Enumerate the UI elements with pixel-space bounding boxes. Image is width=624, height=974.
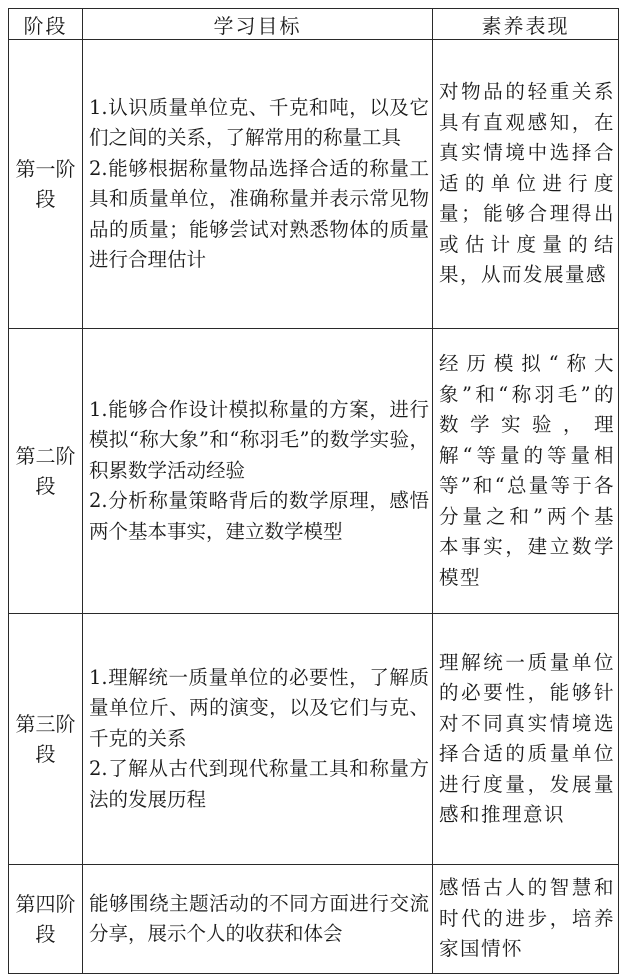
goal-item: 1.理解统一质量单位的必要性，了解质量单位斤、两的演变，以及它们与克、千克的关系 <box>89 665 429 750</box>
stage-cell: 第三阶段 <box>9 614 83 865</box>
goal-cell <box>83 329 433 614</box>
goal-item: 2.能够根据称量物品选择合适的称量工具和质量单位，准确称量并表示常见物品的质量；能够尝试对熟悉物体的质量进行合理估计 <box>89 156 429 271</box>
table-header-row <box>9 9 619 40</box>
header-stage: 阶段 <box>9 9 83 40</box>
table-row <box>9 329 619 614</box>
stage-cell: 第二阶段 <box>9 329 83 614</box>
literacy-cell: 对物品的轻重关系具有直观感知，在真实情境中选择合适的单位进行度量；能够合理得出或估计度量的结果，从而发展量感 <box>433 40 619 329</box>
goal-item: 2.分析称量策略背后的数学原理，感悟两个基本事实，建立数学模型 <box>89 489 429 543</box>
header-literacy: 素养表现 <box>433 9 619 40</box>
literacy-cell: 感悟古人的智慧和时代的进步，培养家国情怀 <box>433 865 619 974</box>
goal-item: 1.能够合作设计模拟称量的方案，进行模拟“称大象”和“称羽毛”的数学实验，积累数学活动经验 <box>89 397 429 482</box>
goal-item: 2.了解从古代到现代称量工具和称量方法的发展历程 <box>89 757 429 811</box>
header-goal: 学习目标 <box>83 9 433 40</box>
table-row <box>9 614 619 865</box>
goal-item: 能够围绕主题活动的不同方面进行交流分享，展示个人的收获和体会 <box>89 891 429 945</box>
learning-goals-table <box>8 8 619 974</box>
goal-cell <box>83 40 433 329</box>
goal-cell <box>83 614 433 865</box>
stage-cell: 第四阶段 <box>9 865 83 974</box>
goal-item: 1.认识质量单位克、千克和吨，以及它们之间的关系，了解常用的称量工具 <box>89 95 429 149</box>
table-row <box>9 865 619 974</box>
stage-cell: 第一阶段 <box>9 40 83 329</box>
literacy-cell: 经历模拟“称大象”和“称羽毛”的数学实验，理解“等量的等量相等”和“总量等于各分量之和”两个基本事实，建立数学模型 <box>433 329 619 614</box>
literacy-cell: 理解统一质量单位的必要性，能够针对不同真实情境选择合适的质量单位进行度量，发展量感和推理意识 <box>433 614 619 865</box>
table-row <box>9 40 619 329</box>
goal-cell <box>83 865 433 974</box>
